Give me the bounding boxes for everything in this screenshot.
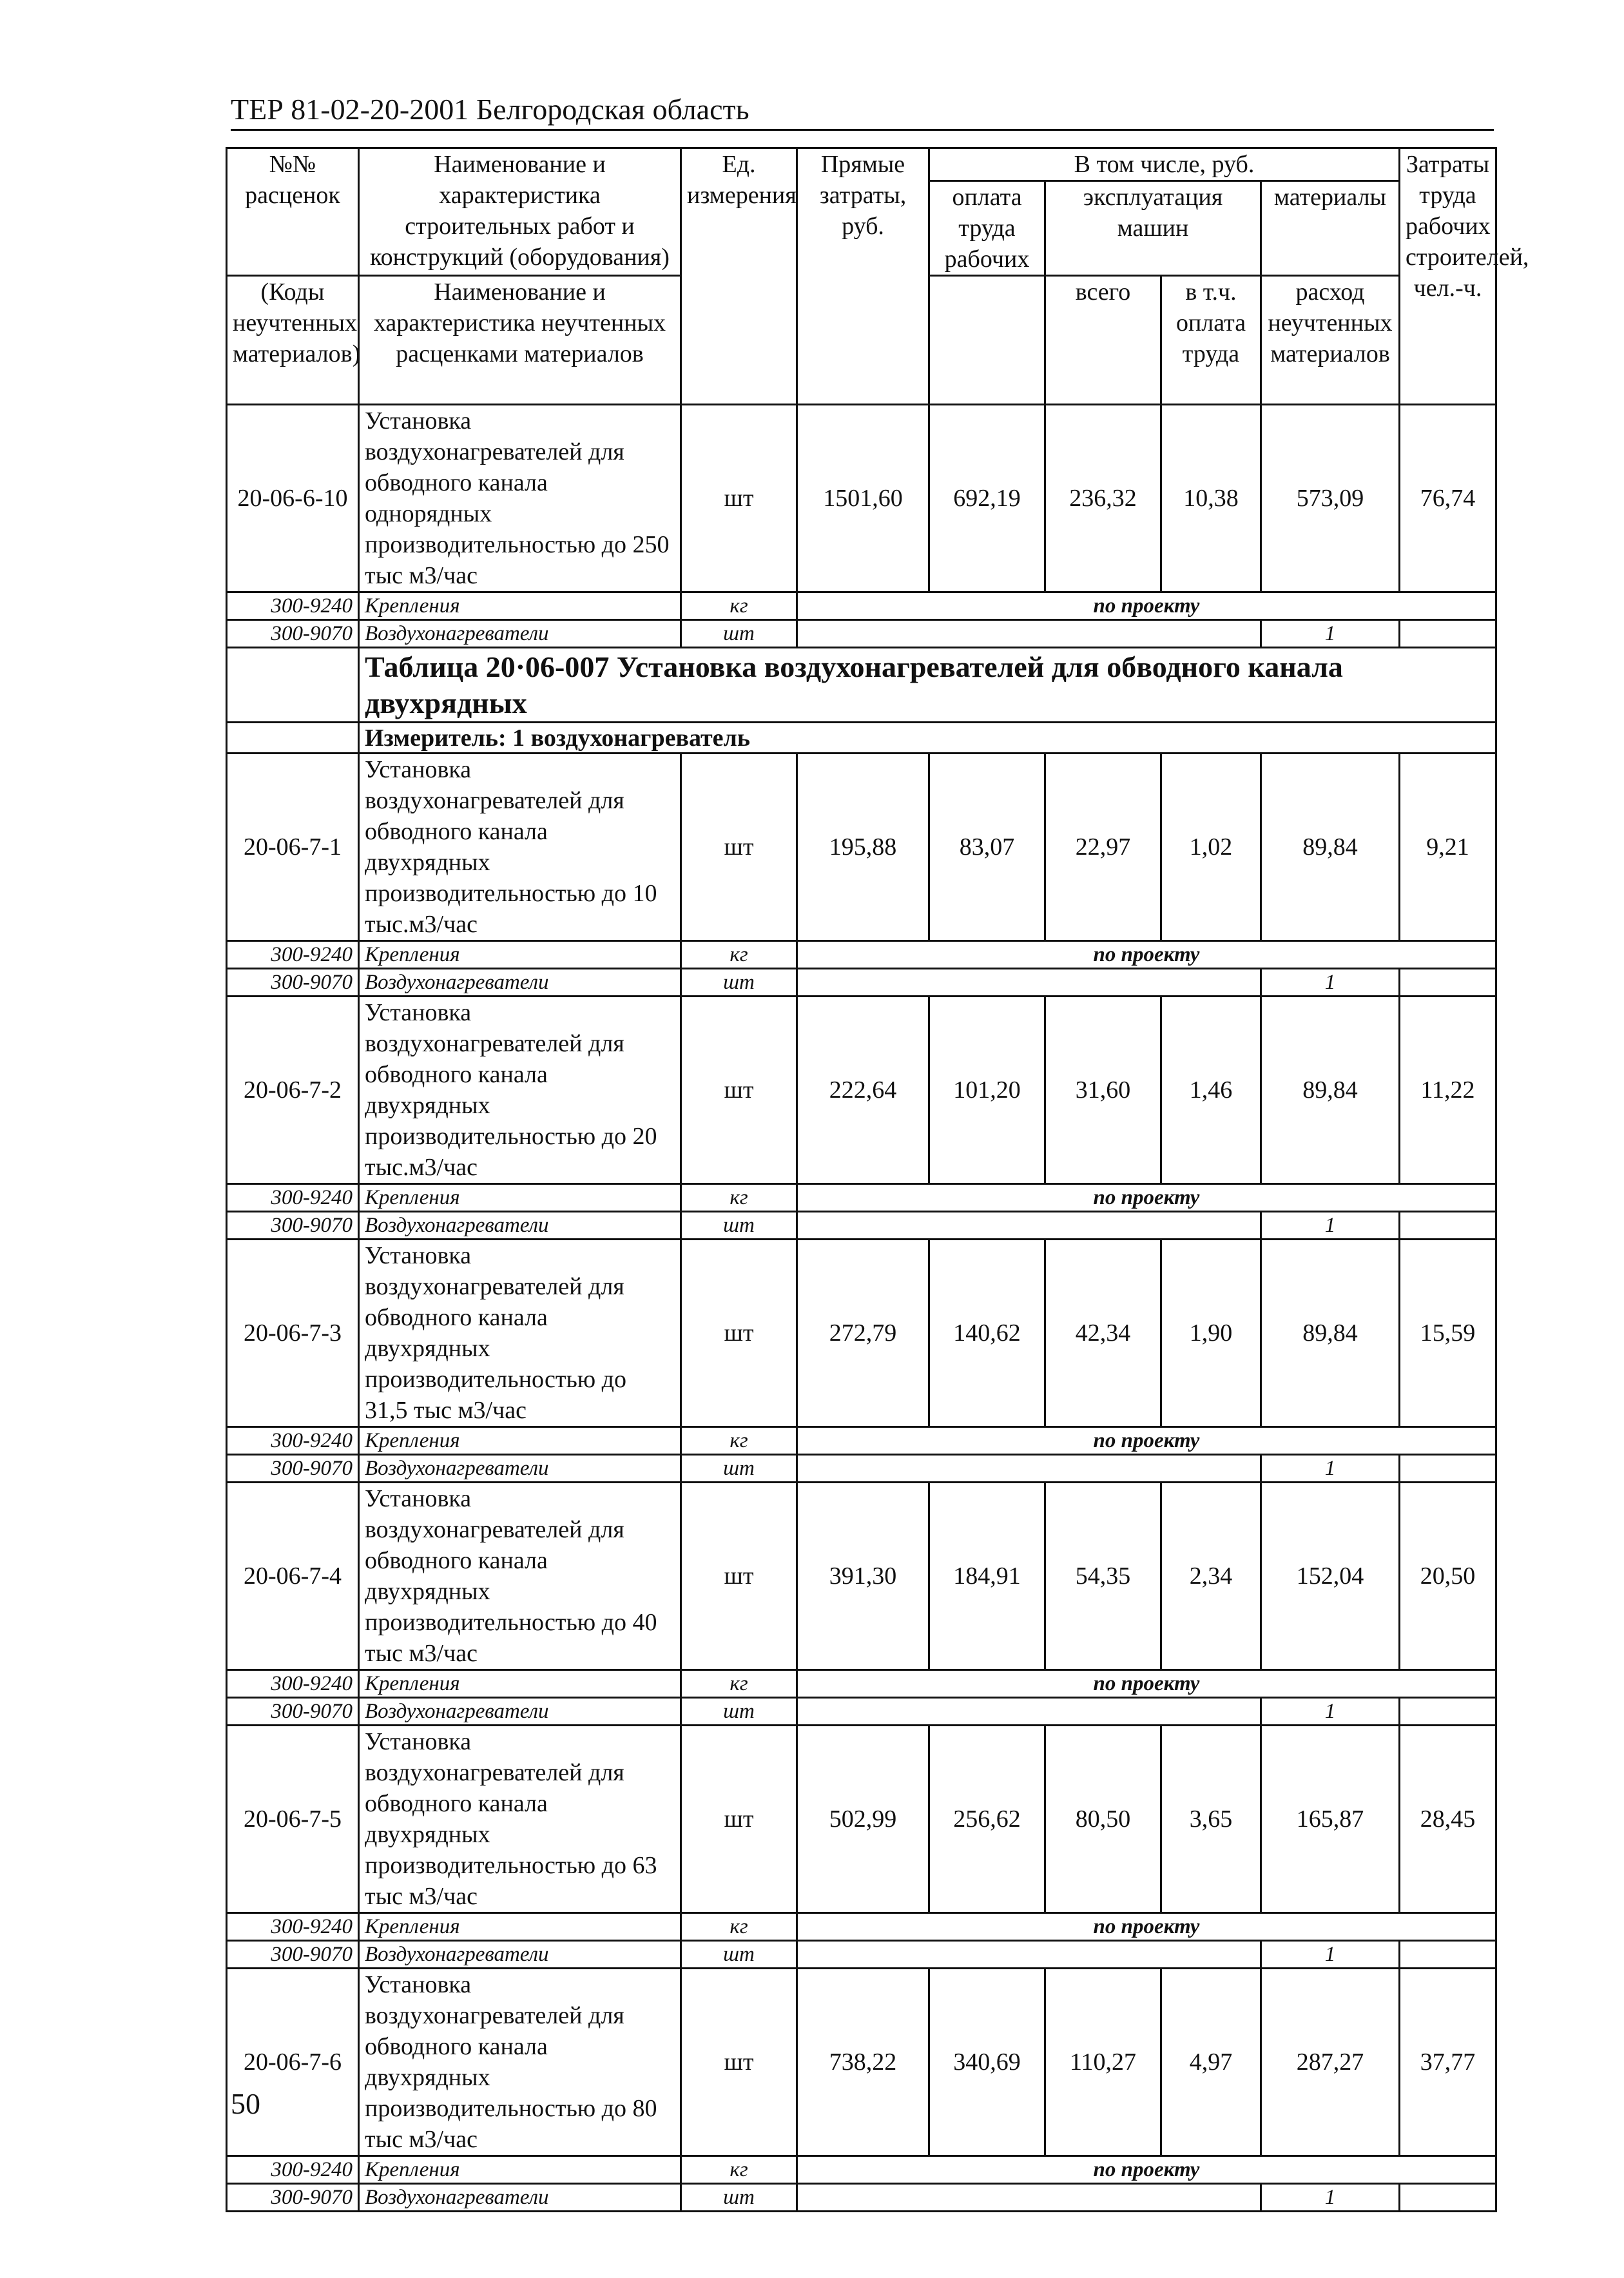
rate-machines: 110,27 <box>1045 1969 1161 2156</box>
rate-machines: 54,35 <box>1045 1483 1161 1670</box>
resource-name: Крепления <box>359 1427 681 1455</box>
rate-machines: 22,97 <box>1045 754 1161 941</box>
rate-code: 20-06-7-5 <box>227 1726 359 1913</box>
resource-name: Крепления <box>359 1184 681 1212</box>
resource-empty <box>1400 969 1496 997</box>
resource-empty <box>797 969 1261 997</box>
resource-row-heaters <box>227 620 1496 648</box>
resource-name: Воздухонагреватели <box>359 1212 681 1240</box>
resource-row-fastening <box>227 1184 1496 1212</box>
resource-row-heaters <box>227 1698 1496 1726</box>
rate-code: 20-06-7-2 <box>227 997 359 1184</box>
col-wages-sub <box>929 276 1045 405</box>
rate-labor: 28,45 <box>1400 1726 1496 1913</box>
resource-code: 300-9240 <box>227 1913 359 1941</box>
rate-direct: 502,99 <box>797 1726 929 1913</box>
rate-unit: шт <box>681 1483 797 1670</box>
resource-value: по проекту <box>797 2156 1496 2184</box>
rate-unit: шт <box>681 1726 797 1913</box>
resource-value: по проекту <box>797 1427 1496 1455</box>
resource-value: 1 <box>1261 620 1400 648</box>
resource-row-heaters <box>227 1941 1496 1969</box>
rate-direct: 195,88 <box>797 754 929 941</box>
resource-value: 1 <box>1261 1698 1400 1726</box>
resource-value: 1 <box>1261 1212 1400 1240</box>
resource-name: Крепления <box>359 1913 681 1941</box>
rate-machine-wages: 1,90 <box>1161 1240 1261 1427</box>
resource-code: 300-9070 <box>227 2184 359 2212</box>
resource-code: 300-9070 <box>227 620 359 648</box>
rate-code: 20-06-7-6 <box>227 1969 359 2156</box>
resource-name: Крепления <box>359 1670 681 1698</box>
rate-name: Установка воздухонагревателей для обводного канала двухрядных производительностью до 20 тыс.м3/час <box>359 997 681 1184</box>
resource-code: 300-9070 <box>227 969 359 997</box>
resource-unit: шт <box>681 1212 797 1240</box>
rate-unit: шт <box>681 754 797 941</box>
resource-name: Крепления <box>359 592 681 620</box>
rate-machine-wages: 2,34 <box>1161 1483 1261 1670</box>
resource-unit: шт <box>681 620 797 648</box>
resource-empty <box>797 1212 1261 1240</box>
col-direct-header: Прямые затраты, руб. <box>797 148 929 405</box>
resource-empty <box>1400 1941 1496 1969</box>
resource-name: Воздухонагреватели <box>359 1941 681 1969</box>
resource-empty <box>1400 1698 1496 1726</box>
rate-machine-wages: 1,02 <box>1161 754 1261 941</box>
resource-unit: шт <box>681 969 797 997</box>
rate-row-20-06-7-6 <box>227 1969 1496 2156</box>
resource-row-fastening <box>227 2156 1496 2184</box>
table-title-row <box>227 648 1496 723</box>
col-unit-header: Ед. измерения <box>681 148 797 405</box>
col-incl-header: В том числе, руб. <box>929 148 1400 181</box>
rate-materials: 287,27 <box>1261 1969 1400 2156</box>
resource-row-fastening <box>227 941 1496 969</box>
rate-machines: 236,32 <box>1045 405 1161 592</box>
resource-unit: шт <box>681 1941 797 1969</box>
resource-name: Воздухонагреватели <box>359 1455 681 1483</box>
rate-materials: 573,09 <box>1261 405 1400 592</box>
measure-label: Измеритель: 1 воздухонагреватель <box>359 723 1496 754</box>
rate-direct: 738,22 <box>797 1969 929 2156</box>
resource-row-fastening <box>227 1427 1496 1455</box>
rate-row-20-06-7-3 <box>227 1240 1496 1427</box>
rate-machines: 42,34 <box>1045 1240 1161 1427</box>
resource-unit: шт <box>681 1698 797 1726</box>
title-empty <box>227 648 359 723</box>
resource-name: Крепления <box>359 941 681 969</box>
resource-name: Воздухонагреватели <box>359 2184 681 2212</box>
rate-unit: шт <box>681 1969 797 2156</box>
col-name-header: Наименование и характеристика строительных работ и конструкций (оборудования) <box>359 148 681 276</box>
rate-materials: 89,84 <box>1261 754 1400 941</box>
resource-value: 1 <box>1261 969 1400 997</box>
rate-wages: 101,20 <box>929 997 1045 1184</box>
resource-value: по проекту <box>797 1670 1496 1698</box>
rate-machine-wages: 4,97 <box>1161 1969 1261 2156</box>
rate-labor: 20,50 <box>1400 1483 1496 1670</box>
rate-name: Установка воздухонагревателей для обводного канала однорядных производительностью до 250 тыс м3/час <box>359 405 681 592</box>
resource-unit: кг <box>681 592 797 620</box>
rate-name: Установка воздухонагревателей для обводного канала двухрядных производительностью до 63 тыс м3/час <box>359 1726 681 1913</box>
resource-value: 1 <box>1261 1455 1400 1483</box>
resource-row-fastening <box>227 1913 1496 1941</box>
rate-name: Установка воздухонагревателей для обводного канала двухрядных производительностью до 80 тыс м3/час <box>359 1969 681 2156</box>
resource-unit: кг <box>681 2156 797 2184</box>
resource-empty <box>1400 620 1496 648</box>
rate-direct: 272,79 <box>797 1240 929 1427</box>
rate-row-20-06-7-4 <box>227 1483 1496 1670</box>
resource-code: 300-9240 <box>227 1184 359 1212</box>
resource-empty <box>1400 1212 1496 1240</box>
resource-unit: кг <box>681 1913 797 1941</box>
col-wages-header: оплата труда рабочих <box>929 181 1045 276</box>
resource-name: Воздухонагреватели <box>359 620 681 648</box>
col-materials-sub-header: расход неучтенных материалов <box>1261 276 1400 405</box>
rate-row-20-06-7-2 <box>227 997 1496 1184</box>
rate-wages: 83,07 <box>929 754 1045 941</box>
resource-row-heaters <box>227 969 1496 997</box>
table-title: Таблица 20·06-007 Установка воздухонагревателей для обводного канала двухрядных <box>359 648 1496 723</box>
page-number: 50 <box>231 2087 260 2120</box>
rate-machine-wages: 10,38 <box>1161 405 1261 592</box>
resource-unit: кг <box>681 1184 797 1212</box>
rate-labor: 9,21 <box>1400 754 1496 941</box>
col-machines-total-header: всего <box>1045 276 1161 405</box>
resource-empty <box>1400 1455 1496 1483</box>
rate-machine-wages: 3,65 <box>1161 1726 1261 1913</box>
rate-labor: 76,74 <box>1400 405 1496 592</box>
resource-code: 300-9240 <box>227 941 359 969</box>
col-name-sub-header: Наименование и характеристика неучтенных расценками материалов <box>359 276 681 405</box>
rate-code: 20-06-7-4 <box>227 1483 359 1670</box>
header-row-1 <box>227 148 1496 181</box>
rate-wages: 340,69 <box>929 1969 1045 2156</box>
col-materials-header: материалы <box>1261 181 1400 276</box>
rate-labor: 37,77 <box>1400 1969 1496 2156</box>
rate-wages: 256,62 <box>929 1726 1045 1913</box>
rate-code: 20-06-7-1 <box>227 754 359 941</box>
col-code-sub-header: (Коды неучтенных материалов) <box>227 276 359 405</box>
rate-machines: 80,50 <box>1045 1726 1161 1913</box>
resource-value: 1 <box>1261 1941 1400 1969</box>
rate-direct: 1501,60 <box>797 405 929 592</box>
resource-empty <box>797 620 1261 648</box>
resource-unit: шт <box>681 1455 797 1483</box>
resource-value: по проекту <box>797 941 1496 969</box>
rate-wages: 184,91 <box>929 1483 1045 1670</box>
resource-row-fastening <box>227 1670 1496 1698</box>
rate-machine-wages: 1,46 <box>1161 997 1261 1184</box>
resource-row-fastening <box>227 592 1496 620</box>
resource-empty <box>797 1941 1261 1969</box>
measure-empty <box>227 723 359 754</box>
rate-code: 20-06-6-10 <box>227 405 359 592</box>
resource-code: 300-9240 <box>227 1670 359 1698</box>
rate-wages: 140,62 <box>929 1240 1045 1427</box>
resource-value: по проекту <box>797 1913 1496 1941</box>
rate-unit: шт <box>681 997 797 1184</box>
resource-code: 300-9240 <box>227 592 359 620</box>
rate-materials: 165,87 <box>1261 1726 1400 1913</box>
rate-labor: 15,59 <box>1400 1240 1496 1427</box>
rate-table <box>226 147 1529 2212</box>
rate-materials: 89,84 <box>1261 1240 1400 1427</box>
resource-code: 300-9240 <box>227 2156 359 2184</box>
resource-value: по проекту <box>797 1184 1496 1212</box>
measure-row <box>227 723 1496 754</box>
rate-code: 20-06-7-3 <box>227 1240 359 1427</box>
resource-empty <box>797 2184 1261 2212</box>
rate-row-20-06-7-1 <box>227 754 1496 941</box>
resource-code: 300-9070 <box>227 1941 359 1969</box>
rate-direct: 222,64 <box>797 997 929 1184</box>
resource-name: Воздухонагреватели <box>359 969 681 997</box>
page-header: ТЕР 81-02-20-2001 Белгородская область <box>231 90 1494 131</box>
rate-materials: 152,04 <box>1261 1483 1400 1670</box>
rate-direct: 391,30 <box>797 1483 929 1670</box>
rate-name: Установка воздухонагревателей для обводного канала двухрядных производительностью до 40 тыс м3/час <box>359 1483 681 1670</box>
resource-row-heaters <box>227 1212 1496 1240</box>
rate-row-20-06-7-5 <box>227 1726 1496 1913</box>
resource-value: по проекту <box>797 592 1496 620</box>
col-code-header: №№ расценок <box>227 148 359 276</box>
resource-name: Крепления <box>359 2156 681 2184</box>
resource-unit: кг <box>681 1427 797 1455</box>
rate-machines: 31,60 <box>1045 997 1161 1184</box>
rate-name: Установка воздухонагревателей для обводного канала двухрядных производительностью до 31,5 тыс м3/час <box>359 1240 681 1427</box>
resource-code: 300-9070 <box>227 1698 359 1726</box>
col-machines-header: эксплуатация машин <box>1045 181 1261 276</box>
resource-code: 300-9070 <box>227 1212 359 1240</box>
rate-name: Установка воздухонагревателей для обводного канала двухрядных производительностью до 10 тыс.м3/час <box>359 754 681 941</box>
col-machine-wages-header: в т.ч. оплата труда <box>1161 276 1261 405</box>
rate-labor: 11,22 <box>1400 997 1496 1184</box>
resource-empty <box>797 1455 1261 1483</box>
resource-unit: шт <box>681 2184 797 2212</box>
resource-code: 300-9070 <box>227 1455 359 1483</box>
resource-unit: кг <box>681 941 797 969</box>
resource-empty <box>1400 2184 1496 2212</box>
resource-unit: кг <box>681 1670 797 1698</box>
resource-name: Воздухонагреватели <box>359 1698 681 1726</box>
resource-value: 1 <box>1261 2184 1400 2212</box>
resource-empty <box>797 1698 1261 1726</box>
rate-materials: 89,84 <box>1261 997 1400 1184</box>
resource-row-heaters <box>227 2184 1496 2212</box>
resource-row-heaters <box>227 1455 1496 1483</box>
rate-unit: шт <box>681 405 797 592</box>
rate-wages: 692,19 <box>929 405 1045 592</box>
col-labor-header: Затраты труда рабочих строителей, чел.-ч. <box>1400 148 1496 405</box>
rate-unit: шт <box>681 1240 797 1427</box>
resource-code: 300-9240 <box>227 1427 359 1455</box>
rate-row-20-06-6-10 <box>227 405 1496 592</box>
